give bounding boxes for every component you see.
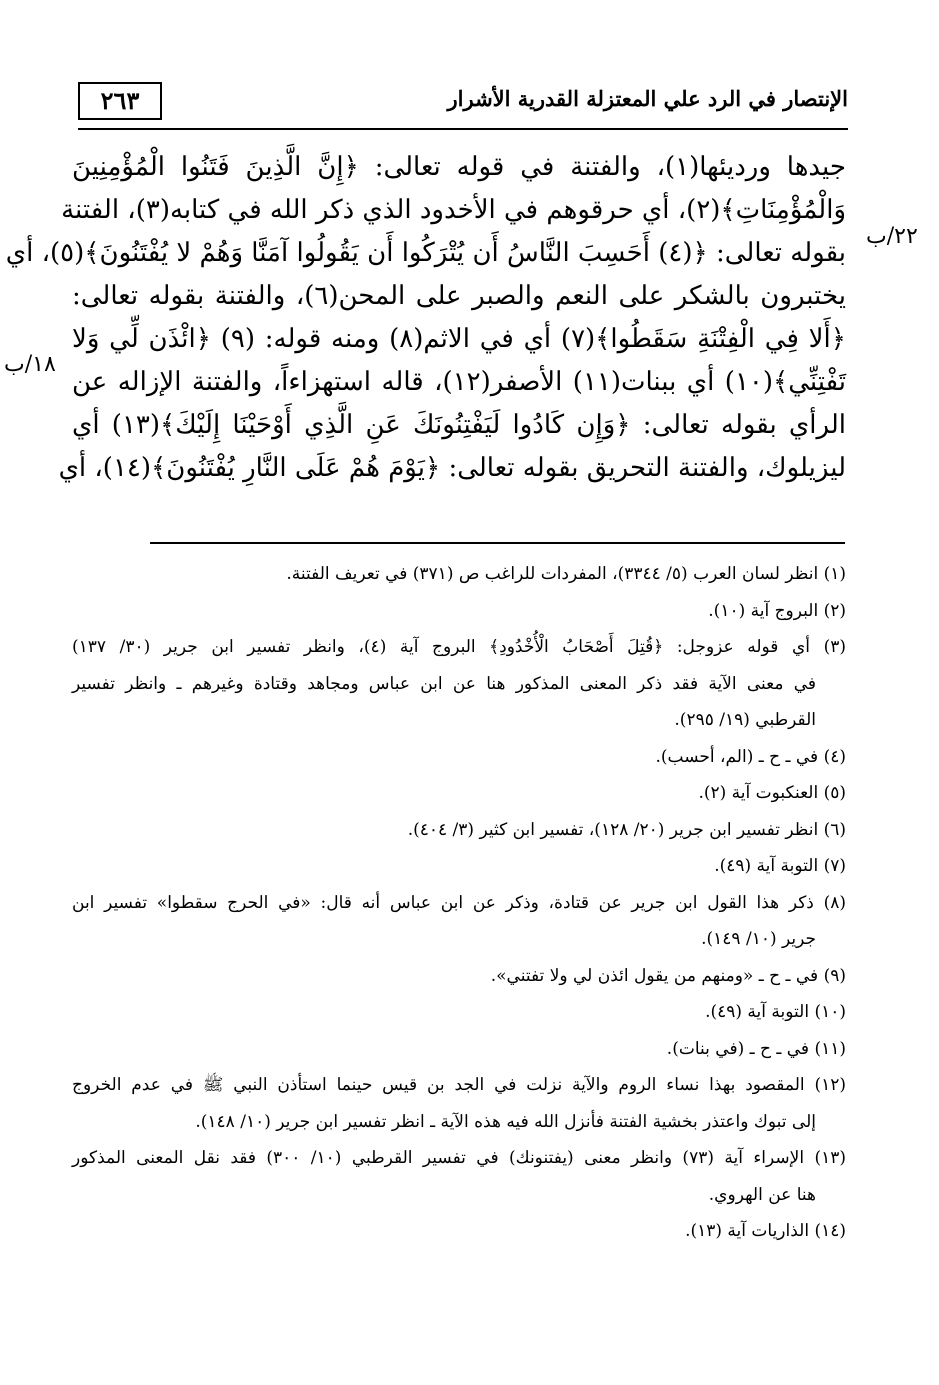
footnote-separator: [150, 542, 845, 544]
footnote: (٦) انظر تفسير ابن جرير (٢٠/ ١٢٨)، تفسير ابن كثير (٣/ ٤٠٤).: [407, 819, 846, 840]
text-line: يختبرون بالشكر على النعم والصبر على المحن(٦)، والفتنة بقوله تعالى:: [72, 281, 846, 311]
footnote: (٤) في ـ ح ـ (الم، أحسب).: [655, 746, 846, 767]
page-number: ٢٦٣: [78, 82, 162, 120]
footnote: (٢) البروج آية (١٠).: [708, 600, 846, 621]
text-line: جيدها ورديئها(١)، والفتنة في قوله تعالى: ﴿إِنَّ الَّذِينَ فَتَنُوا الْمُؤْمِنِينَ: [72, 152, 846, 182]
text-line: بقوله تعالى: ﴿(٤) أَحَسِبَ النَّاسُ أَن يُتْرَكُوا أَن يَقُولُوا آمَنَّا وَهُمْ لا يُفْتَنُونَ﴾(٥)، أي: [5, 238, 846, 268]
footnote-continuation: في معنى الآية فقد ذكر المعنى المذكور هنا عن ابن عباس ومجاهد وقتادة وغيرهم ـ وانظر تفسير: [72, 673, 816, 694]
footnote: (٩) في ـ ح ـ «ومنهم من يقول ائذن لي ولا تفتني».: [490, 965, 846, 986]
footnote: (١٠) التوبة آية (٤٩).: [705, 1002, 846, 1022]
footnote: (١٤) الذاريات آية (١٣).: [685, 1221, 846, 1241]
footnote-continuation: هنا عن الهروي.: [708, 1184, 816, 1205]
margin-folio-note: ١٨/ب: [4, 352, 56, 377]
text-line: وَالْمُؤْمِنَاتِ﴾(٢)، أي حرقوهم في الأخدود الذي ذكر الله في كتابه(٣)، الفتنة: [61, 195, 846, 225]
footnote-continuation: إلى تبوك واعتذر بخشية الفتنة فأنزل الله فيه هذه الآية ـ انظر تفسير ابن جرير (١٠/ ١٤٨).: [195, 1111, 816, 1132]
text-line: ﴿أَلا فِي الْفِتْنَةِ سَقَطُوا﴾(٧) أي في الاثم(٨) ومنه قوله: (٩) ﴿ائْذَن لِّي وَلا: [72, 324, 846, 354]
margin-folio-note: ٢٢/ب: [866, 224, 918, 249]
footnote: (٣) أي قوله عزوجل: ﴿قُتِلَ أَصْحَابُ الْأُخْدُودِ﴾ البروج آية (٤)، وانظر تفسير ابن جرير (٣٠/ ١٣٧): [72, 637, 846, 657]
footnote: (١١) في ـ ح ـ (في بنات).: [666, 1038, 846, 1059]
footnote: (٧) التوبة آية (٤٩).: [714, 856, 846, 876]
running-title: الإنتصار في الرد علي المعتزلة القدرية الأشرار: [447, 86, 848, 111]
header-rule: [78, 128, 848, 130]
footnote: (١) انظر لسان العرب (٥/ ٣٣٤٤)، المفردات للراغب ص (٣٧١) في تعريف الفتنة.: [286, 564, 846, 584]
footnote-continuation: جرير (١٠/ ١٤٩).: [701, 929, 816, 949]
text-line: ليزيلوك، والفتنة التحريق بقوله تعالى: ﴿يَوْمَ هُمْ عَلَى النَّارِ يُفْتَنُونَ﴾(١٤)، أي: [58, 453, 846, 483]
footnote-continuation: القرطبي (١٩/ ٢٩٥).: [674, 710, 816, 730]
page-header: [78, 78, 848, 130]
text-line: تَفْتِنِّي﴾(١٠) أي ببنات(١١) الأصفر(١٢)، قاله استهزاءاً، والفتنة الإزاله عن: [72, 367, 847, 397]
footnote: (٨) ذكر هذا القول ابن جرير عن قتادة، وذكر عن ابن عباس أنه قال: «في الحرج سقطوا» تفسير ابن: [72, 892, 846, 913]
footnotes: [72, 556, 846, 1250]
text-line: الرأي بقوله تعالى: ﴿وَإِن كَادُوا لَيَفْتِنُونَكَ عَنِ الَّذِي أَوْحَيْنَا إِلَيْكَ﴾(١٣) أي: [72, 410, 847, 440]
footnote: (١٣) الإسراء آية (٧٣) وانظر معنى (يفتنونك) في تفسير القرطبي (١٠/ ٣٠٠) فقد نقل المعنى المذكور: [72, 1148, 846, 1168]
footnote: (١٢) المقصود بهذا نساء الروم والآية نزلت في الجد بن قيس حينما استأذن النبي ﷺ في عدم الخروج: [72, 1075, 846, 1095]
footnote: (٥) العنكبوت آية (٢).: [698, 783, 846, 803]
